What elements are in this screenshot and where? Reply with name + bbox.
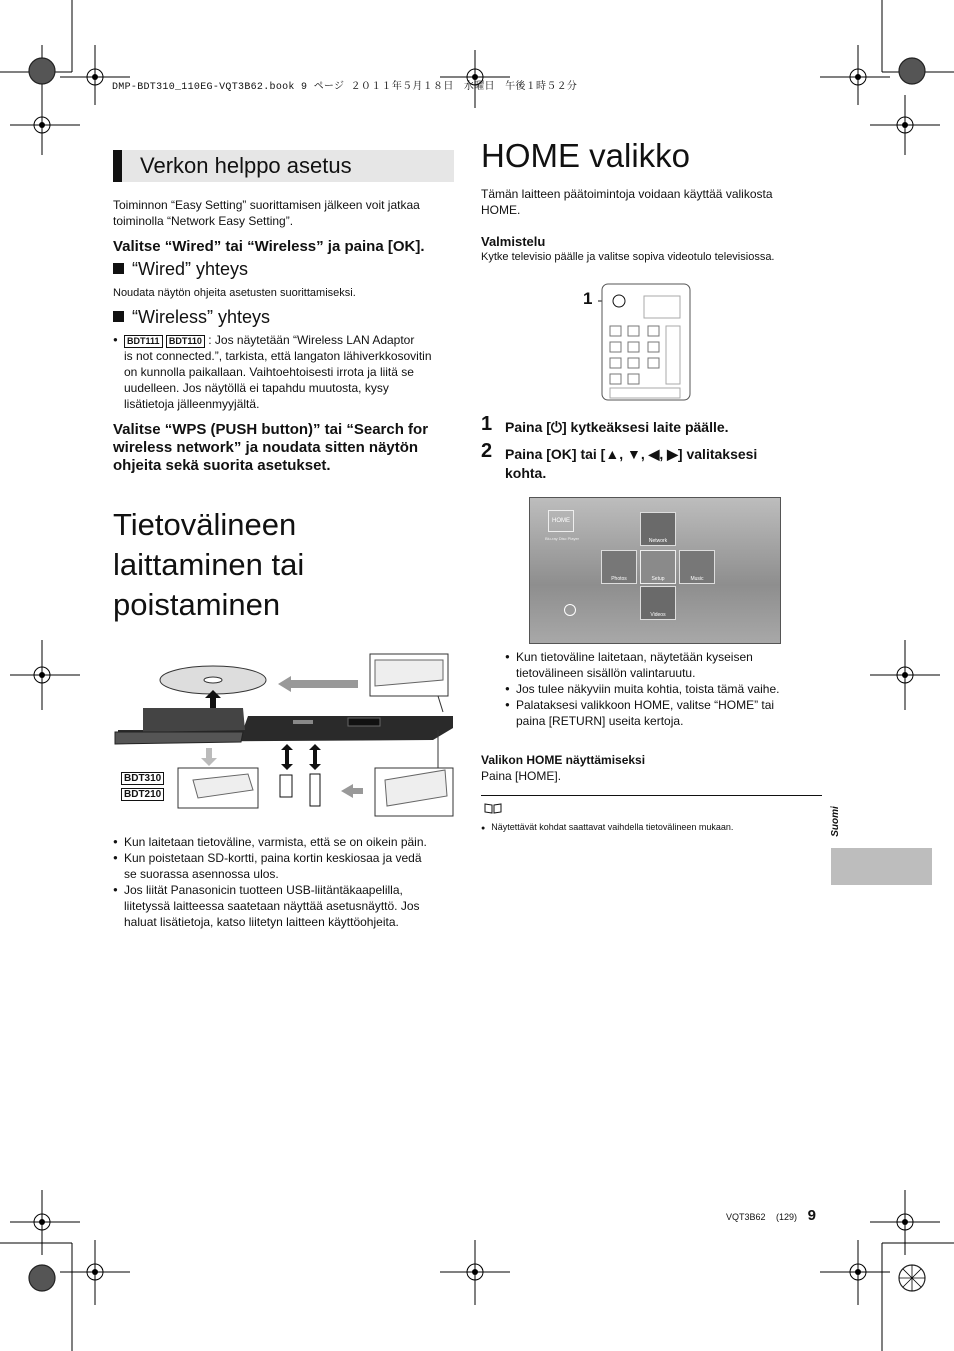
wireless-heading (113, 307, 270, 328)
section-heading-bar (113, 150, 454, 182)
list-line: ● Kun tietoväline laitetaan, näytetään kyseisen (516, 650, 753, 664)
list-item (505, 681, 825, 697)
wireless-heading-text: “Wireless” yhteys (132, 307, 271, 327)
bullet-icon: ● (481, 825, 486, 832)
prep-text: Kytke televisio päälle ja valitse sopiva videotulo televisiossa. (481, 251, 775, 263)
step-1 (481, 413, 492, 436)
instruction-line: wireless network” ja noudata sitten näytön (113, 439, 419, 456)
list-item (113, 882, 458, 930)
square-bullet-icon (113, 311, 124, 322)
list-line: tietovälineen sisällön valintaruutu. (516, 666, 696, 680)
disc-insertion-illustration (113, 650, 458, 820)
gray-side-tab (831, 848, 932, 885)
doc-code: VQT3B62 (726, 1212, 766, 1222)
list-item (113, 850, 458, 882)
title-line: laittaminen tai (113, 547, 305, 582)
callout-number: 1 (583, 289, 593, 308)
list-line: liitetyssä laitteessa saatetaan näyttää asetusnäyttö. Jos (124, 899, 420, 913)
media-section-title (113, 505, 304, 625)
section-title: Verkon helppo asetus (140, 153, 352, 178)
list-line: ● Jos liität Panasonicin tuotteen USB-liitäntäkaapelilla, (124, 883, 403, 897)
book-icon (484, 803, 502, 814)
square-bullet-icon (113, 263, 124, 274)
wired-heading-text: “Wired” yhteys (132, 259, 249, 279)
file-header: DMP-BDT310_110EG-VQT3B62.book 9 ページ ２０１１年５月１８日 水曜日 午後１時５２分 (112, 82, 578, 93)
list-item (505, 697, 825, 729)
prep-heading: Valmistelu (481, 234, 546, 249)
home-item-network[interactable] (640, 512, 676, 546)
home-screen-image (529, 497, 781, 644)
display-text: Paina [HOME]. (481, 769, 562, 783)
item-label: Network (648, 538, 668, 544)
display-heading: Valikon HOME näyttämiseksi (481, 753, 646, 767)
home-item-videos[interactable] (640, 586, 676, 620)
side-label-text: Suomi (829, 806, 841, 837)
wired-heading (113, 259, 248, 280)
instruction-wps (113, 421, 463, 475)
wireless-line: uudelleen. Jos näytöllä ei tapahdu muutosta, kysy (124, 381, 389, 395)
list-item (505, 649, 825, 681)
model-tag-bdt111: BDT111 (124, 335, 163, 348)
intro-text (113, 197, 458, 229)
home-item-music[interactable] (679, 550, 715, 584)
model-tag-bdt110: BDT110 (166, 335, 205, 348)
wireless-note (113, 332, 458, 412)
home-bullet-list (505, 649, 825, 729)
title-line: Tietovälineen (113, 507, 297, 542)
wireless-line: is not connected.”, tarkista, että langaton lähiverkkosovitin (124, 349, 432, 363)
navigation-icon (564, 604, 576, 616)
list-line: haluat lisätietoja, katso liitetyn laitteen käyttöohjeita. (124, 915, 399, 929)
intro-line: HOME. (481, 203, 521, 217)
home-intro (481, 186, 826, 218)
instruction-line: ohjeita sekä suorita asetukset. (113, 457, 331, 474)
note-line: Näytettävät kohdat saattavat vaihdella tietovälineen mukaan. (491, 822, 734, 832)
remote-control-illustration (596, 282, 694, 402)
step-1-text: Paina [⏻] kytkeäksesi laite päälle. (505, 419, 729, 435)
media-bullet-list (113, 834, 458, 930)
wireless-line: lisätietoja jälleenmyyjältä. (124, 397, 260, 411)
item-label: Photos (611, 576, 627, 582)
step-2-text (505, 445, 835, 483)
footer (726, 1207, 816, 1224)
list-line: ● Kun laitetaan tietoväline, varmista, että se on oikein päin. (124, 835, 427, 849)
home-logo-box: HOME (548, 510, 574, 532)
list-line: se suorassa asennossa ulos. (124, 867, 279, 881)
list-line: ● Palataksesi valikkoon HOME, valitse “HOME” tai (516, 698, 775, 712)
note-text (481, 822, 733, 832)
step-number: 2 (481, 440, 493, 462)
home-menu-title: HOME valikko (481, 137, 691, 174)
model-tag-bdt310: BDT310 (121, 772, 164, 785)
intro-line: Tämän laitteen päätoimintoja voidaan käyttää valikosta (481, 187, 773, 201)
language-side-label (829, 802, 848, 846)
wired-text: Noudata näytön ohjeita asetusten suorittamiseksi. (113, 287, 356, 299)
wireless-line: on kunnolla paikallaan. Vaihtoehtoisesti irrota ja liitä se (124, 365, 414, 379)
instruction-line: Valitse “WPS (PUSH button)” tai “Search for (113, 421, 429, 438)
step-2 (481, 440, 492, 463)
list-line: paina [RETURN] useita kertoja. (516, 714, 684, 728)
heading-marker (113, 150, 122, 182)
item-label: Videos (650, 612, 666, 618)
item-label: Music (690, 576, 704, 582)
home-item-setup[interactable] (640, 550, 676, 584)
title-line: poistaminen (113, 587, 281, 622)
list-item (113, 834, 458, 850)
intro-line: toiminolla “Network Easy Setting”. (113, 214, 294, 228)
wireless-note-first-line (113, 332, 458, 348)
item-label: Setup (651, 576, 665, 582)
intro-line: Toiminnon “Easy Setting” suorittamisen jälkeen voit jatkaa (113, 198, 420, 212)
page-number: 9 (807, 1207, 816, 1224)
bullet-icon: ● (113, 335, 118, 344)
page-ref: (129) (776, 1212, 798, 1222)
player-label: Blu-ray Disc Player (545, 536, 580, 541)
instruction-wired-wireless: Valitse “Wired” tai “Wireless” ja paina [OK]. (113, 238, 425, 255)
model-tag-bdt210: BDT210 (121, 788, 164, 801)
list-line: ● Kun poistetaan SD-kortti, paina kortin keskiosaa ja vedä (124, 851, 422, 865)
model-labels (121, 772, 164, 801)
step-line: kohta. (505, 465, 547, 481)
step-number: 1 (481, 413, 493, 435)
list-line: ● Jos tulee näkyviin muita kohtia, toista tämä vaihe. (516, 682, 780, 696)
step-line: Paina [OK] tai [▲, ▼, ◀, ▶] valitaksesi (505, 446, 758, 462)
wireless-line: : Jos näytetään “Wireless LAN Adaptor (208, 333, 415, 347)
home-item-photos[interactable] (601, 550, 637, 584)
note-divider (481, 795, 822, 796)
